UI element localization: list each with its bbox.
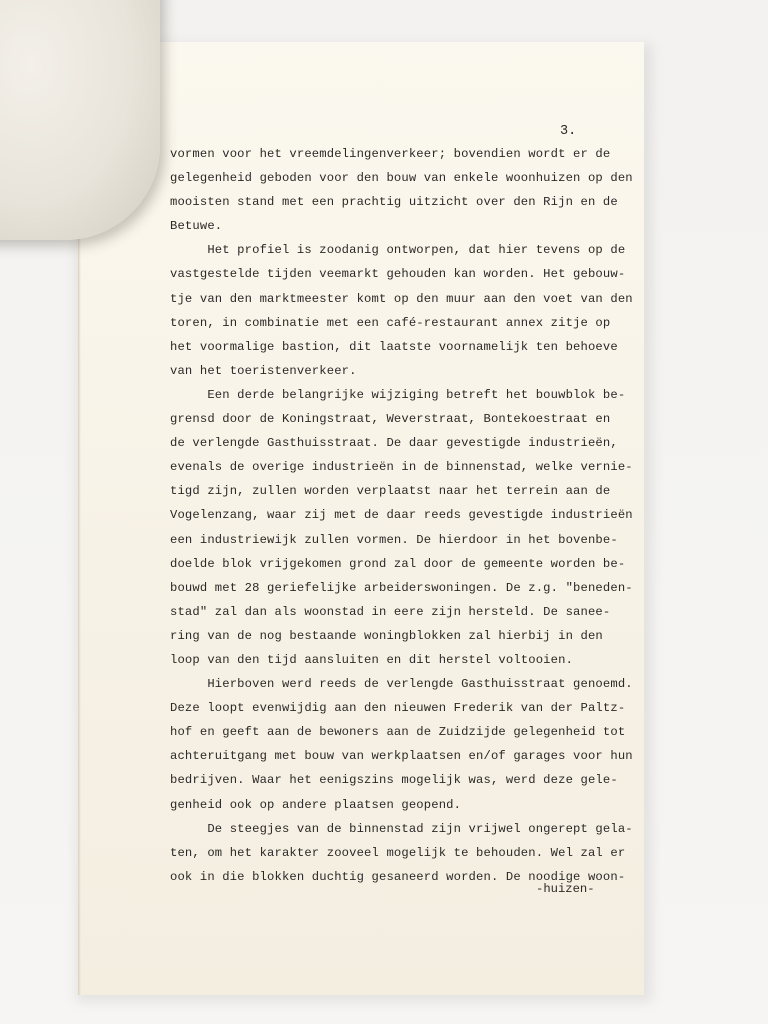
text-line: van het toeristenverkeer. [170,363,357,378]
text-line: Hierboven werd reeds de verlengde Gasthuisstraat genoemd. [170,677,633,692]
text-line: Deze loopt evenwijdig aan den nieuwen Frederik van der Paltz- [170,701,626,716]
text-line: gelegenheid geboden voor den bouw van enkele woonhuizen op den [170,171,633,186]
text-line: tigd zijn, zullen worden verplaatst naar het terrein aan de [170,484,611,499]
text-line: stad" zal dan als woonstad in eere zijn hersteld. De sanee- [170,604,611,619]
text-line: het voormalige bastion, dit laatste voornamelijk ten behoeve [170,339,618,354]
document-page [78,42,644,995]
text-line: vormen voor het vreemdelingenverkeer; bovendien wordt er de [170,147,611,161]
text-line: genheid ook op andere plaatsen geopend. [170,797,462,812]
text-line: ten, om het karakter zooveel mogelijk te behouden. Wel zal er [170,845,626,860]
text-line: bouwd met 28 geriefelijke arbeiderswoningen. De z.g. "beneden- [170,580,633,595]
text-line: tje van den marktmeester komt op den muur aan den voet van den [170,291,633,306]
text-line: Vogelenzang, waar zij met de daar reeds gevestigde industrieën [170,508,633,523]
text-line: loop van den tijd aansluiten en dit herstel voltooien. [170,652,574,667]
text-line: Een derde belangrijke wijziging betreft het bouwblok be- [170,387,626,402]
text-line: hof en geeft aan de bewoners aan de Zuidzijde gelegenheid tot [170,725,626,740]
text-line: toren, in combinatie met een café-restaurant annex zitje op [170,315,611,330]
text-line: een industriewijk zullen vormen. De hierdoor in het bovenbe- [170,532,618,547]
text-line: grensd door de Koningstraat, Weverstraat, Bontekoestraat en [170,412,611,427]
text-line: ook in die blokken duchtig gesaneerd worden. De noodige woon- [170,869,626,884]
text-line: mooisten stand met een prachtig uitzicht over den Rijn en de [170,195,618,210]
page-curl [0,0,160,240]
text-line: bedrijven. Waar het eenigszins mogelijk was, werd deze gele- [170,773,618,788]
text-line: Betuwe. [170,219,223,234]
catchword: -huizen- [536,882,595,896]
text-line: De steegjes van de binnenstad zijn vrijwel ongerept gela- [170,821,633,836]
body-text [170,142,633,889]
text-line: Het profiel is zoodanig ontworpen, dat hier tevens op de [170,243,626,258]
page-number: 3. [560,124,577,139]
text-line: achteruitgang met bouw van werkplaatsen en/of garages voor hun [170,749,633,764]
text-line: ring van de nog bestaande woningblokken zal hierbij in den [170,628,603,643]
text-line: doelde blok vrijgekomen grond zal door de gemeente worden be- [170,556,626,571]
text-line: vastgestelde tijden veemarkt gehouden kan worden. Het gebouw- [170,267,626,282]
text-line: evenals de overige industrieën in de binnenstad, welke vernie- [170,460,633,475]
text-line: de verlengde Gasthuisstraat. De daar gevestigde industrieën, [170,436,618,451]
